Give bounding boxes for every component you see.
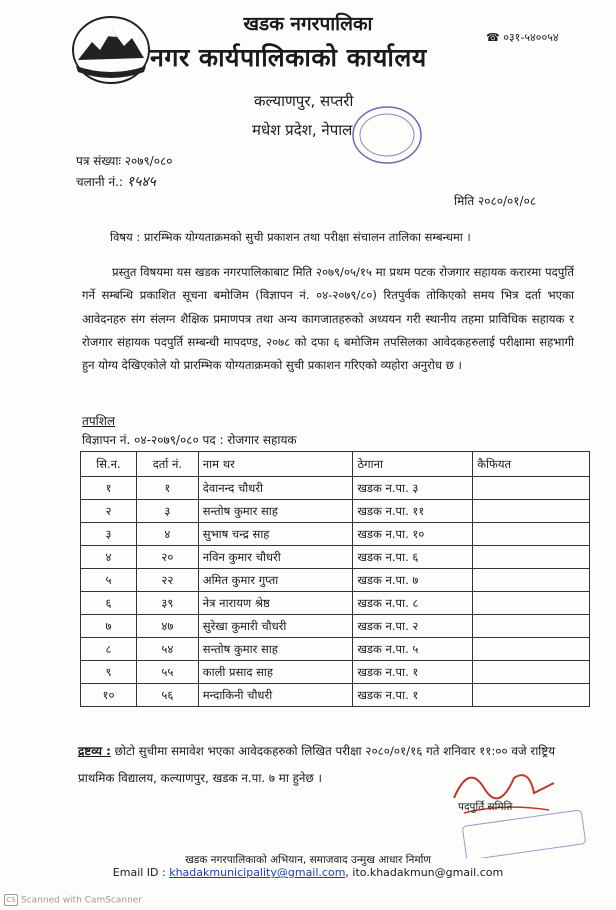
cell-darta: ४ — [136, 523, 198, 546]
body-paragraph: प्रस्तुत विषयमा यस खडक नगरपालिकाबाट मिति २०७९/०५/१५ मा प्रथम पटक रोजगार सहायक करारमा पदपुर्ति गर्ने सम्बन्धि प्रकाशित सूचना बमोजिम (विज्ञापन नं. ०४-२०७९/८०) रितपुर्वक तोकिएको समय भित्र दर्ता भएका आवेदनहरु संग संलग्न शैक्षिक प्रमाणपत्र तथा अन्य कागजातहरुको अध्ययन गरी स्थानीय तहमा प्राविधिक सहायक र रोजगार संहायक पदपुर्ति सम्बन्धी मापदण्ड, २०७८ को दफा ६ बमोजिम तपसिलका आवेदकहरुलाई परीक्षामा सहभागी हुन योग्य देखिएकोले यो प्रारम्भिक योग्यताक्रमको सुची प्रकाशन गरिएको व्यहोरा अनुरोध छ । — [82, 265, 574, 373]
col-remarks: कैफियत — [473, 452, 590, 477]
table-row — [81, 615, 590, 638]
patra-label: पत्र संख्याः — [76, 154, 121, 168]
cell-sn: ७ — [81, 615, 137, 638]
table-row — [81, 592, 590, 615]
cell-darta: ५६ — [136, 684, 198, 707]
cell-name: मन्दाकिनी चौधरी — [198, 684, 353, 707]
cell-address: खडक न.पा. ११ — [353, 500, 473, 523]
scanner-text: Scanned with CamScanner — [21, 895, 143, 906]
cell-remarks — [473, 592, 590, 615]
table-row — [81, 684, 590, 707]
candidate-table — [80, 451, 590, 707]
cell-darta: ४७ — [136, 615, 198, 638]
cell-remarks — [473, 523, 590, 546]
cell-remarks — [473, 500, 590, 523]
address-line-2: मधेश प्रदेश, नेपाल — [252, 121, 353, 139]
cell-name: सुरेखा कुमारी चौधरी — [198, 615, 353, 638]
scanner-watermark — [4, 894, 142, 906]
cell-darta: ३९ — [136, 592, 198, 615]
cell-address: खडक न.पा. ८ — [353, 592, 473, 615]
cell-sn: १० — [81, 684, 137, 707]
cell-sn: ३ — [81, 523, 137, 546]
table-row — [81, 500, 590, 523]
cell-darta: २२ — [136, 569, 198, 592]
cell-name: सुभाष चन्द्र साह — [198, 523, 353, 546]
address-line-1: कल्याणपुर, सप्तरी — [254, 92, 354, 110]
cell-name: काली प्रसाद साह — [198, 661, 353, 684]
cell-name: सन्तोष कुमार साह — [198, 500, 353, 523]
cell-darta: ३ — [136, 500, 198, 523]
municipality-name: खडक नगरपालिका — [243, 13, 373, 35]
table-row — [81, 523, 590, 546]
vacancy-line: विज्ञापन नं. ०४-२०७९/०८० पद : रोजगार सहायक — [82, 433, 297, 447]
col-address: ठेगाना — [353, 452, 473, 477]
col-sn: सि.न. — [81, 452, 137, 477]
cell-remarks — [473, 615, 590, 638]
table-row — [81, 638, 590, 661]
table-row — [81, 569, 590, 592]
phone-number: ☎ ०३१-५४००५४ — [486, 31, 559, 44]
cell-remarks — [473, 477, 590, 500]
cell-darta: २० — [136, 546, 198, 569]
cell-name: नेत्र नारायण श्रेष्ठ — [198, 592, 353, 615]
letter-date: मिति २०८०/०१/०८ — [454, 194, 537, 208]
office-title: नगर कार्यपालिकाको कार्यालय — [150, 43, 427, 72]
table-row — [81, 546, 590, 569]
table-row — [81, 661, 590, 684]
cell-name: नविन कुमार चौधरी — [198, 546, 353, 569]
cell-darta: ५५ — [136, 661, 198, 684]
col-darta: दर्ता नं. — [136, 452, 198, 477]
cell-sn: ६ — [81, 592, 137, 615]
cell-address: खडक न.पा. १० — [353, 523, 473, 546]
patra-value: २०७९/०८० — [124, 154, 173, 168]
office-stamp-icon — [350, 104, 424, 166]
cell-sn: ४ — [81, 546, 137, 569]
cell-remarks — [473, 569, 590, 592]
footer-email — [0, 866, 616, 879]
cell-remarks — [473, 638, 590, 661]
chalani-value: १५४५ — [126, 174, 156, 190]
cell-address: खडक न.पा. १ — [353, 684, 473, 707]
cell-name: अमित कुमार गुप्ता — [198, 569, 353, 592]
cell-address: खडक न.पा. ३ — [353, 477, 473, 500]
cell-sn: ८ — [81, 638, 137, 661]
tapasil-heading: तपशिल — [82, 414, 116, 428]
cell-address: खडक न.पा. ७ — [353, 569, 473, 592]
email-link-1[interactable]: khadakmunicipality@gmail.com — [169, 866, 346, 879]
footer-slogan: खडक नगरपालिकाको अभियान, समाजवाद उन्मुख आधार निर्माण — [185, 854, 431, 866]
cell-address: खडक न.पा. ५ — [353, 638, 473, 661]
cell-darta: १ — [136, 477, 198, 500]
camscanner-icon: CS — [4, 894, 18, 906]
signatory-title: पदपुर्ति समिति — [458, 801, 513, 813]
cell-name: देवानन्द चौधरी — [198, 477, 353, 500]
chalani-number — [76, 172, 156, 191]
note-text: छोटो सुचीमा समावेश भएका आवेदकहरुको लिखित परीक्षा २०८०/०१/१६ गते शनिवार ११:०० वजे राष्ट्रिय प्राथमिक विद्यालय, कल्याणपुर, खडक न.पा. ७ मा हुनेछ । — [78, 744, 556, 785]
patra-sankhya — [76, 152, 172, 169]
cell-address: खडक न.पा. २ — [353, 615, 473, 638]
cell-sn: १ — [81, 477, 137, 500]
col-name: नाम थर — [198, 452, 353, 477]
cell-remarks — [473, 546, 590, 569]
cell-darta: ५४ — [136, 638, 198, 661]
email-label: Email ID : — [112, 866, 166, 879]
cell-remarks — [473, 661, 590, 684]
cell-sn: २ — [81, 500, 137, 523]
cell-address: खडक न.पा. ६ — [353, 546, 473, 569]
cell-remarks — [473, 684, 590, 707]
table-header-row — [81, 452, 590, 477]
cell-address: खडक न.पा. १ — [353, 661, 473, 684]
table-body — [81, 477, 590, 707]
cell-sn: ९ — [81, 661, 137, 684]
table-row — [81, 477, 590, 500]
subject-line: विषय : प्रारम्भिक योग्यताक्रमको सुची प्रकाशन तथा परीक्षा संचालन तालिका सम्बन्धमा । — [110, 230, 471, 244]
cell-sn: ५ — [81, 569, 137, 592]
note-label: द्रष्टव्य : — [78, 744, 111, 758]
cell-name: सन्तोष कुमार साह — [198, 638, 353, 661]
email-2: , ito.khadakmun@gmail.com — [345, 866, 504, 879]
chalani-label: चलानी नं.: — [76, 175, 123, 189]
